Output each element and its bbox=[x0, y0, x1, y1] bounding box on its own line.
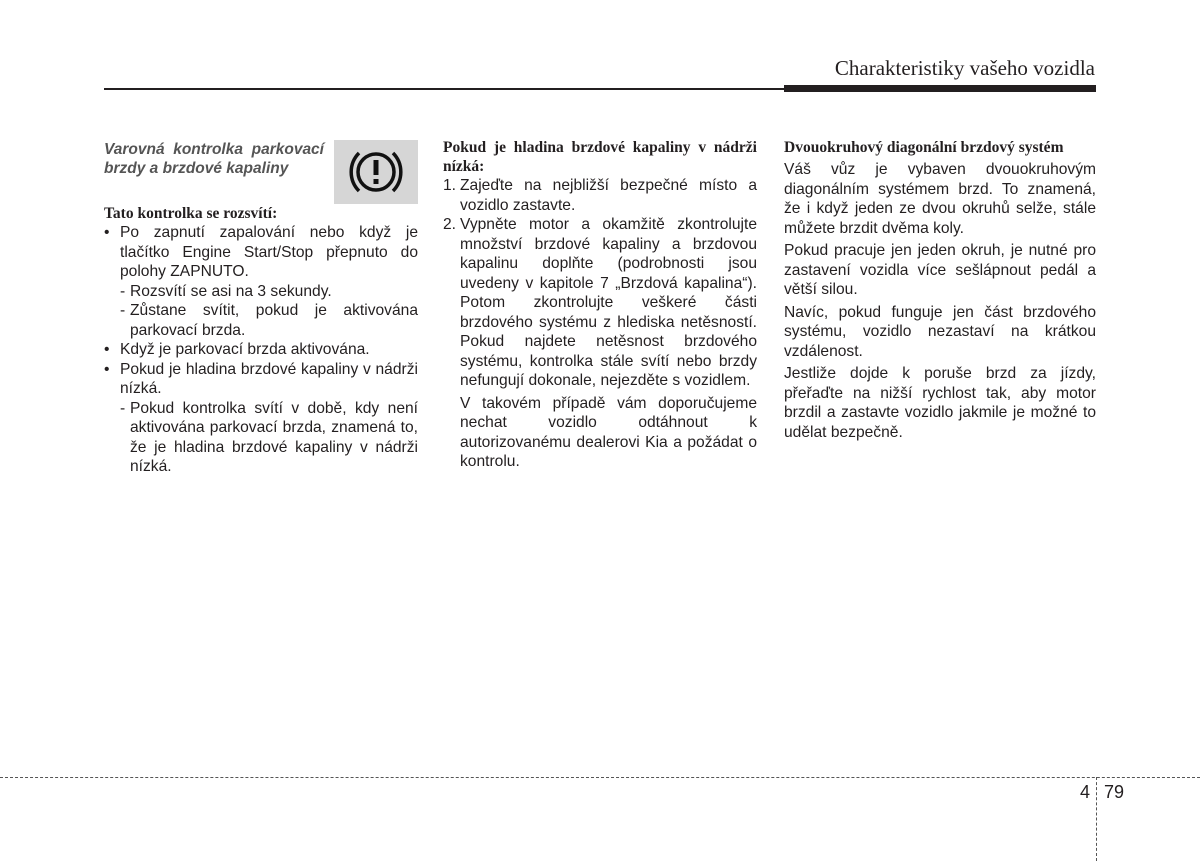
brake-warning-icon bbox=[334, 140, 418, 204]
column-low-fluid bbox=[443, 138, 757, 472]
footer-dashed-divider bbox=[1096, 777, 1097, 861]
column-warning-light bbox=[104, 138, 418, 477]
list-item: - Zůstane svítit, pokud je aktivována parkovací brzda. bbox=[120, 302, 418, 339]
paragraph: Váš vůz je vybaven dvouokruhovým diagonálním systémem brzd. To znamená, že i když jeden ze dvou okruhů selže, stále můžete brzdit dvěma koly. bbox=[784, 161, 1096, 237]
chapter-number: 4 bbox=[1080, 782, 1091, 802]
list-item: • Pokud je hladina brzdové kapaliny v nádrži nízká. bbox=[104, 360, 418, 397]
list-item: • Když je parkovací brzda aktivována. bbox=[104, 341, 370, 358]
lights-up-heading: Tato kontrolka se rozsvítí: bbox=[104, 205, 278, 222]
dual-circuit-heading: Dvouokruhový diagonální brzdový systém bbox=[784, 139, 1064, 156]
low-fluid-heading: Pokud je hladina brzdové kapaliny v nádrži nízká: bbox=[443, 139, 757, 175]
list-item: • Po zapnutí zapalování nebo když je tlačítko Engine Start/Stop přepnuto do polohy ZAPNUTO. bbox=[104, 224, 418, 280]
header-rule-thick bbox=[784, 85, 1096, 92]
warning-light-title: Varovná kontrolka parkovací brzdy a brzdové kapaliny bbox=[104, 141, 324, 177]
paragraph: Navíc, pokud funguje jen část brzdového systému, vozidlo nezastaví na krátkou vzdálenost. bbox=[784, 303, 1096, 360]
paragraph: Pokud pracuje jen jeden okruh, je nutné pro zastavení vozidla více sešlápnout pedál a větší silou. bbox=[784, 242, 1096, 298]
paragraph: Jestliže dojde k poruše brzd za jízdy, přeřaďte na nižší rychlost tak, aby motor brzdil a zastavte vozidlo jakmile je možné to udělat bezpečně. bbox=[784, 365, 1096, 441]
footer-dashed-rule bbox=[0, 777, 1200, 778]
list-item: - Pokud kontrolka svítí v době, kdy není aktivována parkovací brzda, znamená to, že je hladina brzdové kapaliny v nádrži nízká. bbox=[120, 399, 418, 475]
header-rule-thin bbox=[104, 88, 784, 90]
numbered-step: 1. Zajeďte na nejbližší bezpečné místo a vozidlo zastavte. bbox=[443, 177, 757, 214]
column-dual-circuit bbox=[784, 138, 1096, 442]
list-item: - Rozsvítí se asi na 3 sekundy. bbox=[120, 282, 332, 300]
page-number: 79 bbox=[1104, 782, 1125, 802]
numbered-step: 2. Vypněte motor a okamžitě zkontrolujte množství brzdové kapaliny a brzdovou kapalinu doplňte (podrobnosti jsou uvedeny v kapitole 7 „Brzdová kapalina“). Potom zkontrolujte veškeré části brzdového systému z hlediska netěsností. Pokud najdete netěsnost brzdového systému, kontrolka stále svítí nebo brzdy nefungují dokonale, nejezděte s vozidlem. bbox=[443, 216, 757, 389]
page-header-title: Charakteristiky vašeho vozidla bbox=[834, 56, 1095, 80]
step-continuation: V takovém případě vám doporučujeme nechat vozidlo odtáhnout k autorizovanému dealerovi Kia a požádat o kontrolu. bbox=[460, 394, 757, 470]
